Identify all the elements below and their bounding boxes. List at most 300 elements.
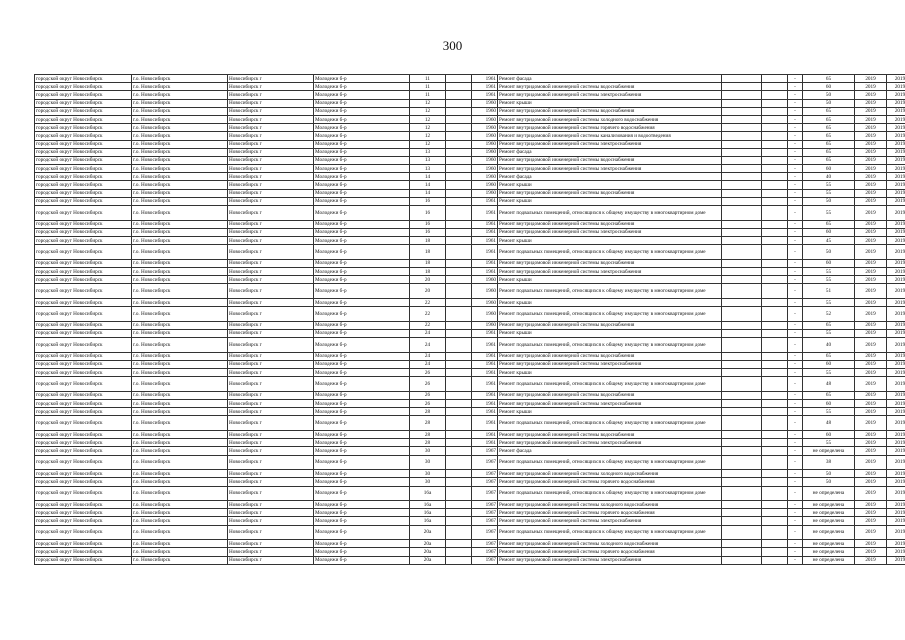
table-row	[35, 298, 905, 306]
cell-work-type: Ремонт фасада	[498, 75, 722, 83]
cell-dash: -	[788, 259, 803, 267]
cell-empty	[446, 525, 472, 540]
cell-city: Новосибирск г	[228, 416, 314, 431]
cell-city: Новосибирск г	[228, 321, 314, 329]
cell-value: не определена	[803, 486, 855, 501]
cell-build-year: 1960	[472, 115, 498, 123]
cell-empty	[446, 156, 472, 164]
cell-empty	[762, 391, 788, 399]
cell-end-year: 2019	[887, 267, 905, 275]
cell-build-year: 1967	[472, 486, 498, 501]
cell-end-year: 2019	[887, 321, 905, 329]
cell-settlement: г.о. Новосибирск	[132, 548, 228, 556]
cell-street: Молодежи б-р	[314, 99, 410, 107]
cell-settlement: г.о. Новосибирск	[132, 391, 228, 399]
cell-end-year: 2019	[887, 369, 905, 377]
cell-end-year: 2019	[887, 455, 905, 470]
cell-value: 60	[803, 83, 855, 91]
table-row	[35, 148, 905, 156]
table-row	[35, 352, 905, 360]
cell-work-type: Ремонт подвальных помещений, относящихся к общему имуществу в многоквартирном доме	[498, 245, 722, 260]
cell-start-year: 2019	[855, 307, 887, 322]
table-row	[35, 478, 905, 486]
cell-value: 60	[803, 430, 855, 438]
table-row	[35, 228, 905, 236]
cell-end-year: 2019	[887, 416, 905, 431]
cell-value: 65	[803, 352, 855, 360]
cell-municipality: городской округ Новосибирск	[35, 408, 132, 416]
cell-empty	[762, 140, 788, 148]
cell-settlement: г.о. Новосибирск	[132, 173, 228, 181]
cell-end-year: 2019	[887, 83, 905, 91]
cell-empty	[446, 189, 472, 197]
cell-street: Молодежи б-р	[314, 206, 410, 221]
table-row	[35, 509, 905, 517]
cell-street: Молодежи б-р	[314, 107, 410, 115]
cell-dash: -	[788, 140, 803, 148]
cell-city: Новосибирск г	[228, 156, 314, 164]
cell-empty	[722, 99, 762, 107]
cell-build-year: 1961	[472, 91, 498, 99]
cell-dash: -	[788, 115, 803, 123]
cell-street: Молодежи б-р	[314, 470, 410, 478]
cell-value: 48	[803, 416, 855, 431]
cell-house-number: 20а	[410, 540, 446, 548]
cell-municipality: городской округ Новосибирск	[35, 430, 132, 438]
cell-street: Молодежи б-р	[314, 298, 410, 306]
cell-end-year: 2019	[887, 197, 905, 205]
cell-empty	[446, 517, 472, 525]
cell-dash: -	[788, 478, 803, 486]
cell-city: Новосибирск г	[228, 148, 314, 156]
cell-dash: -	[788, 220, 803, 228]
cell-city: Новосибирск г	[228, 307, 314, 322]
table-row	[35, 284, 905, 299]
cell-settlement: г.о. Новосибирск	[132, 197, 228, 205]
cell-empty	[722, 352, 762, 360]
cell-house-number: 20а	[410, 548, 446, 556]
cell-house-number: 28	[410, 416, 446, 431]
cell-street: Молодежи б-р	[314, 329, 410, 337]
cell-house-number: 18	[410, 259, 446, 267]
cell-build-year: 1967	[472, 525, 498, 540]
cell-end-year: 2019	[887, 329, 905, 337]
cell-empty	[762, 206, 788, 221]
cell-start-year: 2019	[855, 284, 887, 299]
table-row	[35, 501, 905, 509]
cell-municipality: городской округ Новосибирск	[35, 391, 132, 399]
cell-value: не определена	[803, 525, 855, 540]
table-row	[35, 189, 905, 197]
cell-house-number: 12	[410, 115, 446, 123]
cell-street: Молодежи б-р	[314, 408, 410, 416]
cell-house-number: 26	[410, 391, 446, 399]
cell-city: Новосибирск г	[228, 189, 314, 197]
cell-empty	[722, 197, 762, 205]
cell-empty	[722, 124, 762, 132]
cell-city: Новосибирск г	[228, 525, 314, 540]
cell-work-type: Ремонт внутридомовой инженерной системы водоснабжения	[498, 391, 722, 399]
cell-street: Молодежи б-р	[314, 165, 410, 173]
cell-municipality: городской округ Новосибирск	[35, 124, 132, 132]
cell-city: Новосибирск г	[228, 124, 314, 132]
cell-dash: -	[788, 455, 803, 470]
cell-dash: -	[788, 360, 803, 368]
cell-build-year: 1960	[472, 107, 498, 115]
cell-build-year: 1961	[472, 83, 498, 91]
cell-dash: -	[788, 486, 803, 501]
cell-street: Молодежи б-р	[314, 189, 410, 197]
cell-street: Молодежи б-р	[314, 377, 410, 392]
cell-work-type: Ремонт внутридомовой инженерной системы электроснабжения	[498, 439, 722, 447]
cell-settlement: г.о. Новосибирск	[132, 470, 228, 478]
cell-empty	[762, 245, 788, 260]
cell-house-number: 30	[410, 478, 446, 486]
cell-settlement: г.о. Новосибирск	[132, 245, 228, 260]
cell-dash: -	[788, 548, 803, 556]
cell-dash: -	[788, 156, 803, 164]
cell-municipality: городской округ Новосибирск	[35, 540, 132, 548]
cell-settlement: г.о. Новосибирск	[132, 284, 228, 299]
cell-work-type: Ремонт внутридомовой инженерной системы водоснабжения	[498, 259, 722, 267]
table-row	[35, 206, 905, 221]
cell-house-number: 11	[410, 75, 446, 83]
cell-city: Новосибирск г	[228, 140, 314, 148]
cell-end-year: 2019	[887, 75, 905, 83]
cell-empty	[446, 321, 472, 329]
cell-work-type: Ремонт крыши	[498, 236, 722, 244]
cell-build-year: 1961	[472, 197, 498, 205]
table-row	[35, 540, 905, 548]
cell-house-number: 12	[410, 124, 446, 132]
cell-street: Молодежи б-р	[314, 455, 410, 470]
cell-dash: -	[788, 228, 803, 236]
cell-municipality: городской округ Новосибирск	[35, 220, 132, 228]
cell-value: 65	[803, 148, 855, 156]
cell-empty	[722, 416, 762, 431]
cell-empty	[446, 236, 472, 244]
cell-street: Молодежи б-р	[314, 307, 410, 322]
cell-work-type: Ремонт внутридомовой инженерной системы электроснабжения	[498, 556, 722, 564]
cell-city: Новосибирск г	[228, 501, 314, 509]
cell-empty	[446, 267, 472, 275]
cell-house-number: 20а	[410, 556, 446, 564]
table-row	[35, 99, 905, 107]
cell-end-year: 2019	[887, 447, 905, 455]
cell-settlement: г.о. Новосибирск	[132, 430, 228, 438]
cell-start-year: 2019	[855, 181, 887, 189]
cell-empty	[762, 439, 788, 447]
cell-street: Молодежи б-р	[314, 284, 410, 299]
cell-municipality: городской округ Новосибирск	[35, 132, 132, 140]
cell-municipality: городской округ Новосибирск	[35, 206, 132, 221]
cell-empty	[446, 173, 472, 181]
cell-municipality: городской округ Новосибирск	[35, 470, 132, 478]
cell-value: 50	[803, 470, 855, 478]
cell-city: Новосибирск г	[228, 360, 314, 368]
cell-municipality: городской округ Новосибирск	[35, 148, 132, 156]
cell-build-year: 1961	[472, 220, 498, 228]
cell-value: не определена	[803, 517, 855, 525]
table-row	[35, 369, 905, 377]
cell-empty	[722, 148, 762, 156]
cell-empty	[762, 307, 788, 322]
cell-dash: -	[788, 267, 803, 275]
cell-empty	[762, 115, 788, 123]
cell-build-year: 1961	[472, 228, 498, 236]
cell-build-year: 1960	[472, 165, 498, 173]
cell-city: Новосибирск г	[228, 284, 314, 299]
cell-municipality: городской округ Новосибирск	[35, 377, 132, 392]
cell-city: Новосибирск г	[228, 236, 314, 244]
cell-settlement: г.о. Новосибирск	[132, 206, 228, 221]
cell-city: Новосибирск г	[228, 509, 314, 517]
cell-empty	[446, 430, 472, 438]
cell-dash: -	[788, 447, 803, 455]
cell-build-year: 1967	[472, 447, 498, 455]
cell-municipality: городской округ Новосибирск	[35, 338, 132, 353]
table-row	[35, 124, 905, 132]
cell-city: Новосибирск г	[228, 439, 314, 447]
cell-work-type: Ремонт внутридомовой инженерной системы холодного водоснабжения	[498, 470, 722, 478]
cell-settlement: г.о. Новосибирск	[132, 556, 228, 564]
cell-start-year: 2019	[855, 220, 887, 228]
cell-settlement: г.о. Новосибирск	[132, 416, 228, 431]
cell-empty	[446, 165, 472, 173]
cell-build-year: 1960	[472, 132, 498, 140]
cell-value: 52	[803, 307, 855, 322]
cell-empty	[722, 115, 762, 123]
cell-empty	[722, 400, 762, 408]
cell-empty	[762, 517, 788, 525]
cell-empty	[446, 197, 472, 205]
cell-empty	[722, 298, 762, 306]
cell-street: Молодежи б-р	[314, 236, 410, 244]
cell-end-year: 2019	[887, 228, 905, 236]
cell-start-year: 2019	[855, 165, 887, 173]
cell-work-type: Ремонт внутридомовой инженерной системы горячего водоснабжения	[498, 548, 722, 556]
cell-city: Новосибирск г	[228, 338, 314, 353]
cell-dash: -	[788, 165, 803, 173]
cell-value: 65	[803, 75, 855, 83]
cell-empty	[446, 408, 472, 416]
cell-dash: -	[788, 369, 803, 377]
cell-start-year: 2019	[855, 83, 887, 91]
cell-city: Новосибирск г	[228, 75, 314, 83]
cell-value: 65	[803, 124, 855, 132]
cell-build-year: 1960	[472, 307, 498, 322]
cell-city: Новосибирск г	[228, 478, 314, 486]
cell-street: Молодежи б-р	[314, 228, 410, 236]
cell-house-number: 26	[410, 377, 446, 392]
cell-municipality: городской округ Новосибирск	[35, 197, 132, 205]
cell-empty	[762, 501, 788, 509]
cell-street: Молодежи б-р	[314, 83, 410, 91]
cell-empty	[722, 556, 762, 564]
cell-value: 48	[803, 377, 855, 392]
cell-value: не определена	[803, 509, 855, 517]
cell-empty	[446, 307, 472, 322]
cell-empty	[722, 307, 762, 322]
cell-start-year: 2019	[855, 439, 887, 447]
cell-house-number: 18	[410, 267, 446, 275]
cell-empty	[722, 83, 762, 91]
cell-empty	[762, 284, 788, 299]
cell-empty	[446, 391, 472, 399]
cell-value: 55	[803, 276, 855, 284]
cell-street: Молодежи б-р	[314, 156, 410, 164]
cell-end-year: 2019	[887, 377, 905, 392]
cell-house-number: 20	[410, 284, 446, 299]
cell-work-type: Ремонт внутридомовой инженерной системы электроснабжения	[498, 400, 722, 408]
cell-settlement: г.о. Новосибирск	[132, 220, 228, 228]
cell-work-type: Ремонт подвальных помещений, относящихся к общему имуществу в многоквартирном доме	[498, 455, 722, 470]
cell-municipality: городской округ Новосибирск	[35, 115, 132, 123]
cell-empty	[446, 338, 472, 353]
cell-settlement: г.о. Новосибирск	[132, 181, 228, 189]
cell-end-year: 2019	[887, 352, 905, 360]
cell-municipality: городской округ Новосибирск	[35, 245, 132, 260]
cell-start-year: 2019	[855, 206, 887, 221]
cell-work-type: Ремонт внутридомовой инженерной системы водоснабжения	[498, 321, 722, 329]
cell-value: 45	[803, 236, 855, 244]
cell-start-year: 2019	[855, 329, 887, 337]
cell-empty	[762, 107, 788, 115]
cell-municipality: городской округ Новосибирск	[35, 181, 132, 189]
page-number: 300	[442, 38, 463, 53]
cell-dash: -	[788, 284, 803, 299]
cell-municipality: городской округ Новосибирск	[35, 259, 132, 267]
cell-empty	[722, 509, 762, 517]
cell-end-year: 2019	[887, 338, 905, 353]
cell-work-type: Ремонт подвальных помещений, относящихся к общему имуществу в многоквартирном доме	[498, 416, 722, 431]
cell-end-year: 2019	[887, 107, 905, 115]
cell-work-type: Ремонт внутридомовой инженерной системы электроснабжения	[498, 140, 722, 148]
cell-work-type: Ремонт подвальных помещений, относящихся к общему имуществу в многоквартирном доме	[498, 338, 722, 353]
cell-start-year: 2019	[855, 470, 887, 478]
cell-empty	[722, 338, 762, 353]
cell-build-year: 1960	[472, 284, 498, 299]
cell-dash: -	[788, 329, 803, 337]
cell-value: 55	[803, 298, 855, 306]
cell-value: 55	[803, 206, 855, 221]
cell-city: Новосибирск г	[228, 220, 314, 228]
cell-municipality: городской округ Новосибирск	[35, 307, 132, 322]
table-row	[35, 486, 905, 501]
cell-settlement: г.о. Новосибирск	[132, 267, 228, 275]
cell-build-year: 1967	[472, 548, 498, 556]
cell-street: Молодежи б-р	[314, 181, 410, 189]
cell-empty	[722, 517, 762, 525]
cell-start-year: 2019	[855, 447, 887, 455]
cell-start-year: 2019	[855, 540, 887, 548]
cell-start-year: 2019	[855, 501, 887, 509]
cell-municipality: городской округ Новосибирск	[35, 236, 132, 244]
cell-end-year: 2019	[887, 391, 905, 399]
cell-municipality: городской округ Новосибирск	[35, 455, 132, 470]
cell-empty	[762, 75, 788, 83]
cell-end-year: 2019	[887, 307, 905, 322]
table-row	[35, 140, 905, 148]
cell-settlement: г.о. Новосибирск	[132, 509, 228, 517]
table-row	[35, 91, 905, 99]
cell-build-year: 1967	[472, 478, 498, 486]
cell-municipality: городской округ Новосибирск	[35, 99, 132, 107]
cell-city: Новосибирск г	[228, 83, 314, 91]
cell-empty	[762, 369, 788, 377]
cell-work-type: Ремонт внутридомовой инженерной системы водоснабжения	[498, 156, 722, 164]
cell-start-year: 2019	[855, 228, 887, 236]
cell-empty	[446, 360, 472, 368]
table-row	[35, 107, 905, 115]
cell-work-type: Ремонт внутридомовой инженерной системы электроснабжения	[498, 517, 722, 525]
cell-value: 50	[803, 478, 855, 486]
cell-work-type: Ремонт внутридомовой инженерной системы электроснабжения	[498, 91, 722, 99]
cell-empty	[722, 525, 762, 540]
cell-empty	[762, 165, 788, 173]
cell-empty	[446, 455, 472, 470]
cell-empty	[722, 329, 762, 337]
cell-value: не определена	[803, 548, 855, 556]
cell-empty	[762, 478, 788, 486]
cell-value: 65	[803, 391, 855, 399]
cell-empty	[722, 284, 762, 299]
cell-house-number: 12	[410, 132, 446, 140]
table-row	[35, 329, 905, 337]
cell-municipality: городской округ Новосибирск	[35, 107, 132, 115]
cell-settlement: г.о. Новосибирск	[132, 298, 228, 306]
cell-empty	[722, 439, 762, 447]
cell-house-number: 30	[410, 455, 446, 470]
table-row	[35, 400, 905, 408]
cell-empty	[762, 408, 788, 416]
cell-house-number: 26	[410, 369, 446, 377]
cell-empty	[762, 377, 788, 392]
cell-municipality: городской округ Новосибирск	[35, 478, 132, 486]
cell-empty	[446, 148, 472, 156]
cell-dash: -	[788, 540, 803, 548]
cell-empty	[762, 352, 788, 360]
cell-street: Молодежи б-р	[314, 391, 410, 399]
cell-municipality: городской округ Новосибирск	[35, 360, 132, 368]
table-row	[35, 267, 905, 275]
cell-settlement: г.о. Новосибирск	[132, 369, 228, 377]
cell-empty	[446, 369, 472, 377]
cell-settlement: г.о. Новосибирск	[132, 99, 228, 107]
cell-dash: -	[788, 132, 803, 140]
cell-work-type: Ремонт подвальных помещений, относящихся к общему имуществу в многоквартирном доме	[498, 284, 722, 299]
cell-value: не определена	[803, 447, 855, 455]
cell-empty	[446, 556, 472, 564]
cell-build-year: 1961	[472, 408, 498, 416]
cell-municipality: городской округ Новосибирск	[35, 228, 132, 236]
cell-house-number: 20	[410, 276, 446, 284]
cell-end-year: 2019	[887, 259, 905, 267]
cell-value: 55	[803, 267, 855, 275]
cell-empty	[446, 228, 472, 236]
cell-empty	[722, 165, 762, 173]
cell-build-year: 1961	[472, 267, 498, 275]
cell-start-year: 2019	[855, 99, 887, 107]
cell-empty	[446, 298, 472, 306]
cell-work-type: Ремонт крыши	[498, 369, 722, 377]
cell-end-year: 2019	[887, 181, 905, 189]
cell-empty	[762, 132, 788, 140]
cell-work-type: Ремонт фасада	[498, 447, 722, 455]
cell-house-number: 28	[410, 439, 446, 447]
cell-build-year: 1961	[472, 416, 498, 431]
cell-street: Молодежи б-р	[314, 115, 410, 123]
